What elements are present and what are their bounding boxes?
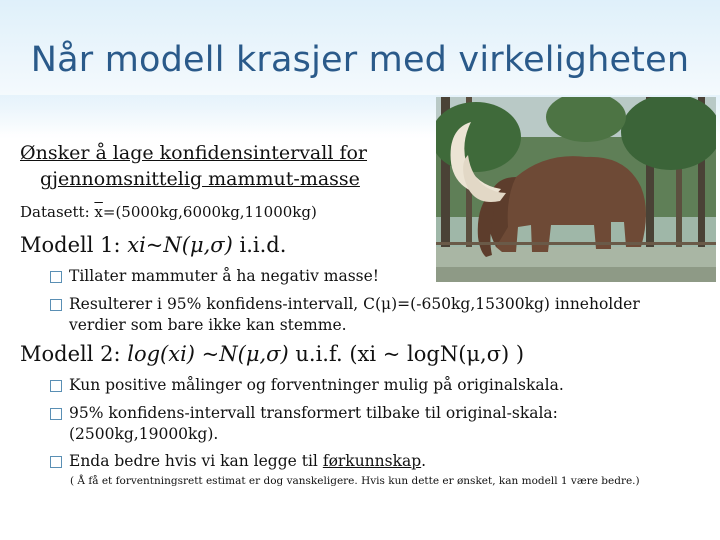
model-1-heading	[20, 233, 286, 257]
model-2-suffix: u.i.f. (xi ~ logN(μ,σ) )	[288, 342, 525, 366]
slide-title: Når modell krasjer med virkeligheten	[30, 40, 690, 80]
subtitle-line-2: gjennomsnittelig mammut-masse	[40, 168, 360, 190]
mammoth-photo	[436, 97, 716, 282]
bullet-box-icon	[50, 271, 62, 283]
model-2-label: Modell 2:	[20, 342, 128, 366]
model-1-bullet-2	[50, 294, 700, 336]
slide-subtitle	[20, 140, 367, 192]
forkunnskap-link[interactable]: førkunnskap	[322, 452, 422, 470]
subtitle-line-1: Ønsker å lage konfidensintervall for	[20, 142, 368, 164]
model-1-label: Modell 1:	[20, 233, 128, 257]
dataset-label: Datasett:	[20, 203, 95, 221]
bullet-box-icon	[50, 408, 62, 420]
model-2-heading	[20, 342, 524, 366]
bullet-text: Resulterer i 95% konfidens-intervall, C(μ)=(-650kg,15300kg) inneholder verdier som bare ikke kan stemme.	[69, 295, 640, 334]
model-1-bullet-1	[50, 266, 690, 287]
model-2-bullet-3	[50, 451, 700, 472]
bullet-text-prefix: Enda bedre hvis vi kan legge til	[69, 452, 323, 470]
dataset-values: =(5000kg,6000kg,11000kg)	[102, 203, 317, 221]
bullet-text-suffix: .	[421, 452, 427, 470]
model-1-suffix: i.i.d.	[232, 233, 287, 257]
bullet-box-icon	[50, 299, 62, 311]
bullet-box-icon	[50, 456, 62, 468]
bullet-box-icon	[50, 380, 62, 392]
footnote: ( Å få et forventningsrett estimat er dog vanskeligere. Hvis kun dette er ønsket, kan modell 1 være bedre.)	[70, 475, 640, 487]
model-2-bullet-1	[50, 375, 700, 396]
bullet-text: 95% konfidens-intervall transformert tilbake til original-skala: (2500kg,19000kg).	[69, 404, 558, 443]
model-2-formula: log(xi) ~N(μ,σ)	[127, 342, 289, 366]
dataset-mean-symbol: $\overline{x}$	[94, 203, 103, 221]
model-2-bullet-2	[50, 403, 660, 445]
dataset-line	[20, 203, 317, 221]
model-1-formula: xi~N(μ,σ)	[127, 233, 233, 257]
bullet-text: Tillater mammuter å ha negativ masse!	[69, 267, 379, 285]
bullet-text: Kun positive målinger og forventninger mulig på originalskala.	[69, 376, 564, 394]
